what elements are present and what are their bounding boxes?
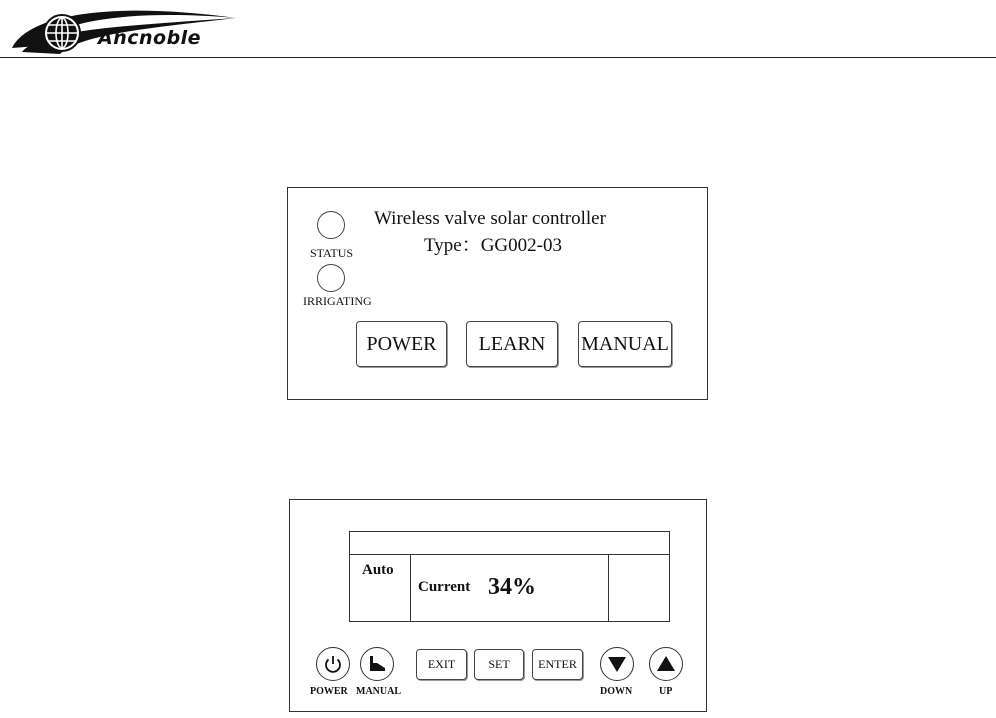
lcd-power-button[interactable] — [316, 647, 350, 681]
set-button[interactable]: SET — [474, 649, 524, 680]
lcd-manual-button[interactable] — [360, 647, 394, 681]
controller-panel-front — [287, 187, 708, 400]
irrigating-led — [317, 264, 345, 292]
current-label: Current — [418, 579, 471, 595]
enter-button[interactable]: ENTER — [532, 649, 583, 680]
status-label: STATUS — [310, 246, 354, 260]
header-divider — [0, 57, 996, 58]
arrow-down-icon — [606, 653, 628, 675]
arrow-up-icon — [655, 653, 677, 675]
up-button[interactable] — [649, 647, 683, 681]
power-icon — [322, 653, 344, 675]
model-type: Type：GG002-03 — [424, 235, 562, 256]
lcd-divider — [350, 554, 669, 555]
irrigating-label: IRRIGATING — [303, 294, 372, 308]
controller-panel-lcd — [289, 499, 707, 712]
panel-title: Wireless valve solar controller — [374, 208, 606, 229]
lcd-display — [349, 531, 670, 622]
power-button[interactable]: POWER — [356, 321, 447, 367]
down-label: DOWN — [600, 686, 633, 697]
manual-button[interactable]: MANUAL — [578, 321, 672, 367]
power-label: POWER — [310, 686, 348, 697]
lcd-divider — [608, 554, 609, 621]
brand-name: Ancnoble — [98, 27, 202, 49]
learn-button[interactable]: LEARN — [466, 321, 558, 367]
current-value: 34% — [488, 574, 536, 600]
down-button[interactable] — [600, 647, 634, 681]
status-led — [317, 211, 345, 239]
brand-logo — [0, 0, 240, 60]
mode-readout: Auto — [362, 562, 394, 578]
up-label: UP — [659, 686, 673, 697]
exit-button[interactable]: EXIT — [416, 649, 467, 680]
lcd-divider — [410, 554, 411, 621]
valve-hand-icon — [365, 652, 389, 676]
manual-label: MANUAL — [356, 686, 401, 697]
